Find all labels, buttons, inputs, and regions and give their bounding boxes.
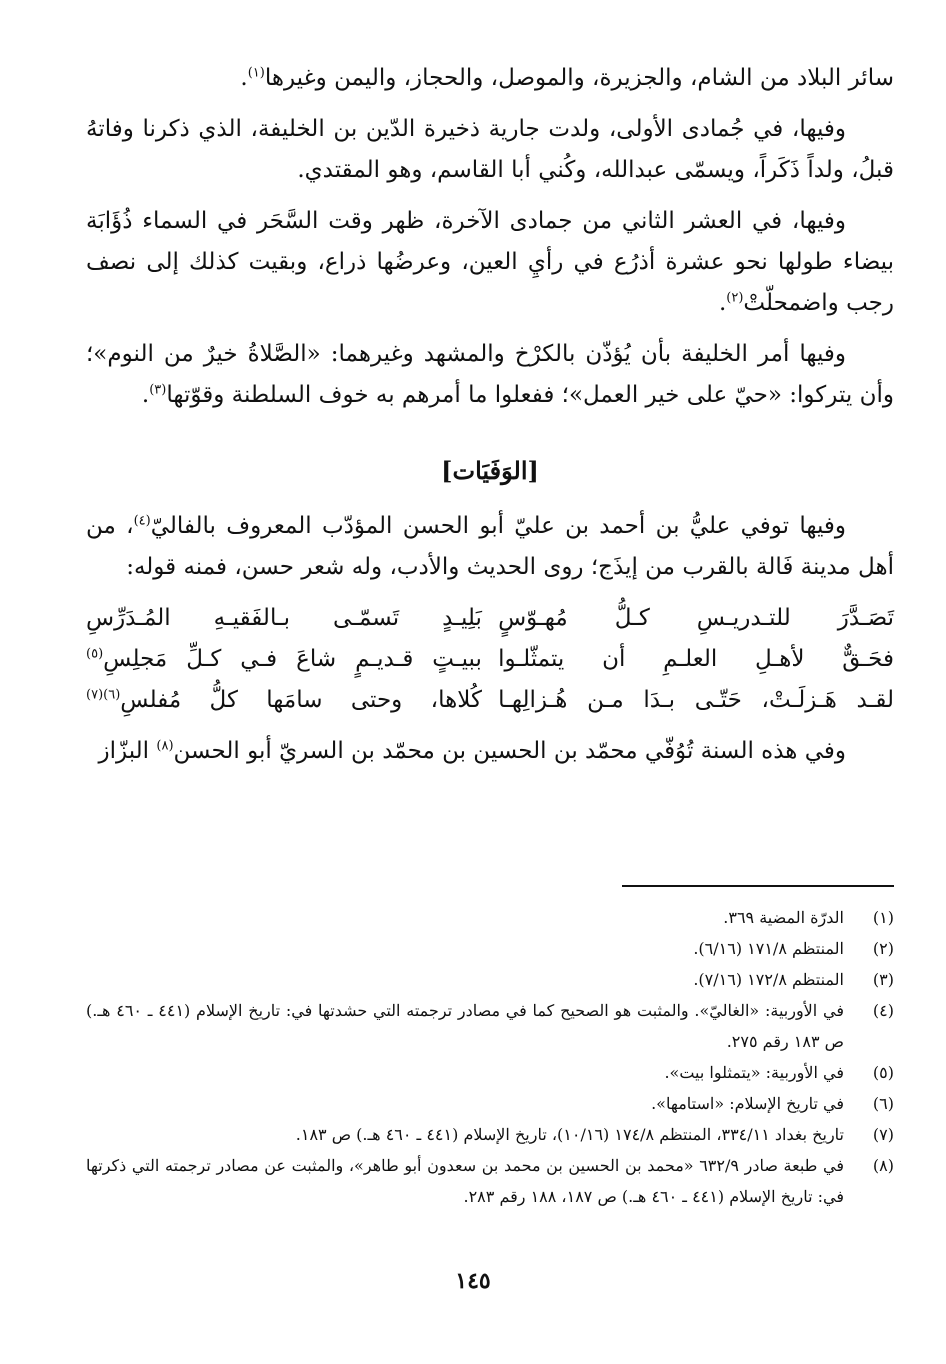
footnote-text: في الأوربية: «الغاليّ». والمثبت هو الصحيح كما في مصادر ترجمته التي حشدتها في: تاريخ الإسلام (٤٤١ ـ ٤٦٠ هـ.) ص ١٨٣ رقم ٢٧٥.: [86, 1001, 845, 1051]
footnote-text: في تاريخ الإسلام: «استامها».: [651, 1094, 844, 1113]
verse-second-text: كُلاها، وحتى سامَها كلُّ مُفلسِ: [120, 687, 482, 713]
footnote-ref-8: (٨): [156, 738, 174, 754]
paragraph-1-end: .: [240, 65, 248, 91]
footnote-ref-5: (٥): [86, 646, 104, 662]
footnote: [86, 1119, 894, 1150]
footnote-number: (٧): [872, 1125, 894, 1144]
footnote: [86, 1150, 894, 1212]
verse-second-hemistich: [86, 639, 482, 680]
footnote-ref-3: (٣): [149, 382, 167, 398]
paragraph-4: [86, 334, 894, 416]
paragraph-6-end: البزّاز: [98, 738, 157, 764]
footnote-ref-1: (١): [247, 65, 265, 81]
footnote-ref-2: (٢): [726, 290, 744, 306]
paragraph-3-text: وفيها، في العشر الثاني من جمادى الآخرة، ظهر وقت السَّحَر في السماء ذُؤَابَة بيضاء طولها نحو عشرة أذرُع في رأيِ العين، وعرضُها ذراع، وبقيت كذلك إلى نصف رجب واضمحلّتْ: [86, 208, 894, 316]
footnote-number: (٣): [872, 970, 894, 989]
paragraph-4-end: .: [141, 382, 150, 408]
verse-line: [86, 639, 894, 680]
footnote-text: المنتظم ١٧١/٨ (٦/١٦).: [693, 939, 844, 958]
footnote-divider: [622, 885, 894, 887]
verse-line: [86, 598, 894, 639]
poem: [86, 598, 894, 721]
paragraph-3: [86, 201, 894, 324]
footnote: [86, 964, 894, 995]
footnote: [86, 995, 894, 1057]
verse-line: [86, 680, 894, 721]
verse-second-text: ببيـتٍ قـديـمٍ شاعَ فـي كـلِّ مَجلِسِ: [103, 646, 482, 672]
verse-second-hemistich: بَلِيـدٍ تَسمّـى بـالفَقيـهِ المُـدَرِّسِ: [86, 605, 482, 631]
paragraph-3-end: .: [718, 290, 727, 316]
footnote: [86, 1088, 894, 1119]
paragraph-2: وفيها، في جُمادى الأولى، ولدت جارية ذخيرة الدّين بن الخليفة، الذي ذكرنا وفاتهُ قبلُ، ولداً ذَكَراً، ويسمّى عبدالله، وكُني أبا القاسم، وهو المقتدي.: [86, 116, 894, 183]
footnote-ref-6: (٦): [103, 687, 121, 703]
verse-first-hemistich: تَصَـدَّرَ للتـدريـسِ كـلُّ مُهـوّسٍ: [498, 605, 894, 631]
footnotes: [86, 902, 894, 1212]
footnote: [86, 1057, 894, 1088]
paragraph-1: [86, 58, 894, 99]
footnote-number: (٤): [872, 1001, 894, 1020]
footnote-number: (٨): [872, 1156, 894, 1175]
paragraph-6: [86, 731, 894, 772]
footnote: [86, 933, 894, 964]
footnote-text: تاريخ بغداد ٣٣٤/١١، المنتظم ١٧٤/٨ (١٠/١٦)، تاريخ الإسلام (٤٤١ ـ ٤٦٠ هـ.) ص ١٨٣.: [295, 1125, 844, 1144]
section-heading: [الوَفَيَات]: [441, 456, 539, 485]
footnote-text: في طبعة صادر ٦٣٢/٩ «محمد بن الحسين بن محمد بن سعدون أبو طاهر»، والمثبت عن مصادر ترجمته التي ذكرتها في: تاريخ الإسلام (٤٤١ ـ ٤٦٠ هـ.) ص ١٨٧، ١٨٨ رقم ٢٨٣.: [86, 1156, 844, 1206]
footnote-number: (٢): [872, 939, 894, 958]
verse-second-hemistich: [86, 680, 482, 721]
paragraph-1-text: سائر البلاد من الشام، والجزيرة، والموصل، والحجاز، واليمن وغيرها: [264, 65, 894, 91]
verse-first-hemistich: فحَـقٌّ لأهـلِ العلـمِ أن يتمثّلـوا: [498, 646, 894, 672]
footnote-text: في الأوربية: «يتمثلوا بيت».: [664, 1063, 844, 1082]
paragraph-5-text-b: ، من أهل مدينة فَالة بالقرب من إيذَج؛ روى الحديث والأدب، وله شعر حسن، فمنه قوله:: [86, 513, 894, 580]
page-number: ١٤٥: [455, 1268, 491, 1294]
verse-first-hemistich: لقـد هَـزلَـتْ، حَتّـى بـدَا مـن هُـزالِهـا: [498, 687, 894, 713]
footnote-text: المنتظم ١٧٢/٨ (٧/١٦).: [693, 970, 844, 989]
paragraph-5: [86, 506, 894, 588]
paragraph-4-text: وفيها أمر الخليفة بأن يُؤذّن بالكرْخ والمشهد وغيرهما: «الصَّلاةُ خيرٌ من النوم»؛ وأن يتركوا: «حيّ على خير العمل»؛ ففعلوا ما أمرهم به خوف السلطنة وقوّتها: [86, 341, 894, 408]
footnote: [86, 902, 894, 933]
paragraph-6-text: وفي هذه السنة تُوُفّي محمّد بن الحسين بن محمّد بن السريّ أبو الحسن: [173, 738, 846, 764]
page-body: [86, 58, 894, 782]
footnote-number: (١): [872, 908, 894, 927]
footnote-ref-4: (٤): [133, 513, 151, 529]
footnote-number: (٦): [872, 1094, 894, 1113]
paragraph-5-text-a: وفيها توفي عليُّ بن أحمد بن عليّ أبو الحسن المؤدّب المعروف بالفاليّ: [150, 513, 847, 539]
footnote-text: الدرّة المضية ٣٦٩.: [723, 908, 844, 927]
footnote-ref-7: (٧): [86, 687, 104, 703]
footnote-number: (٥): [872, 1063, 894, 1082]
